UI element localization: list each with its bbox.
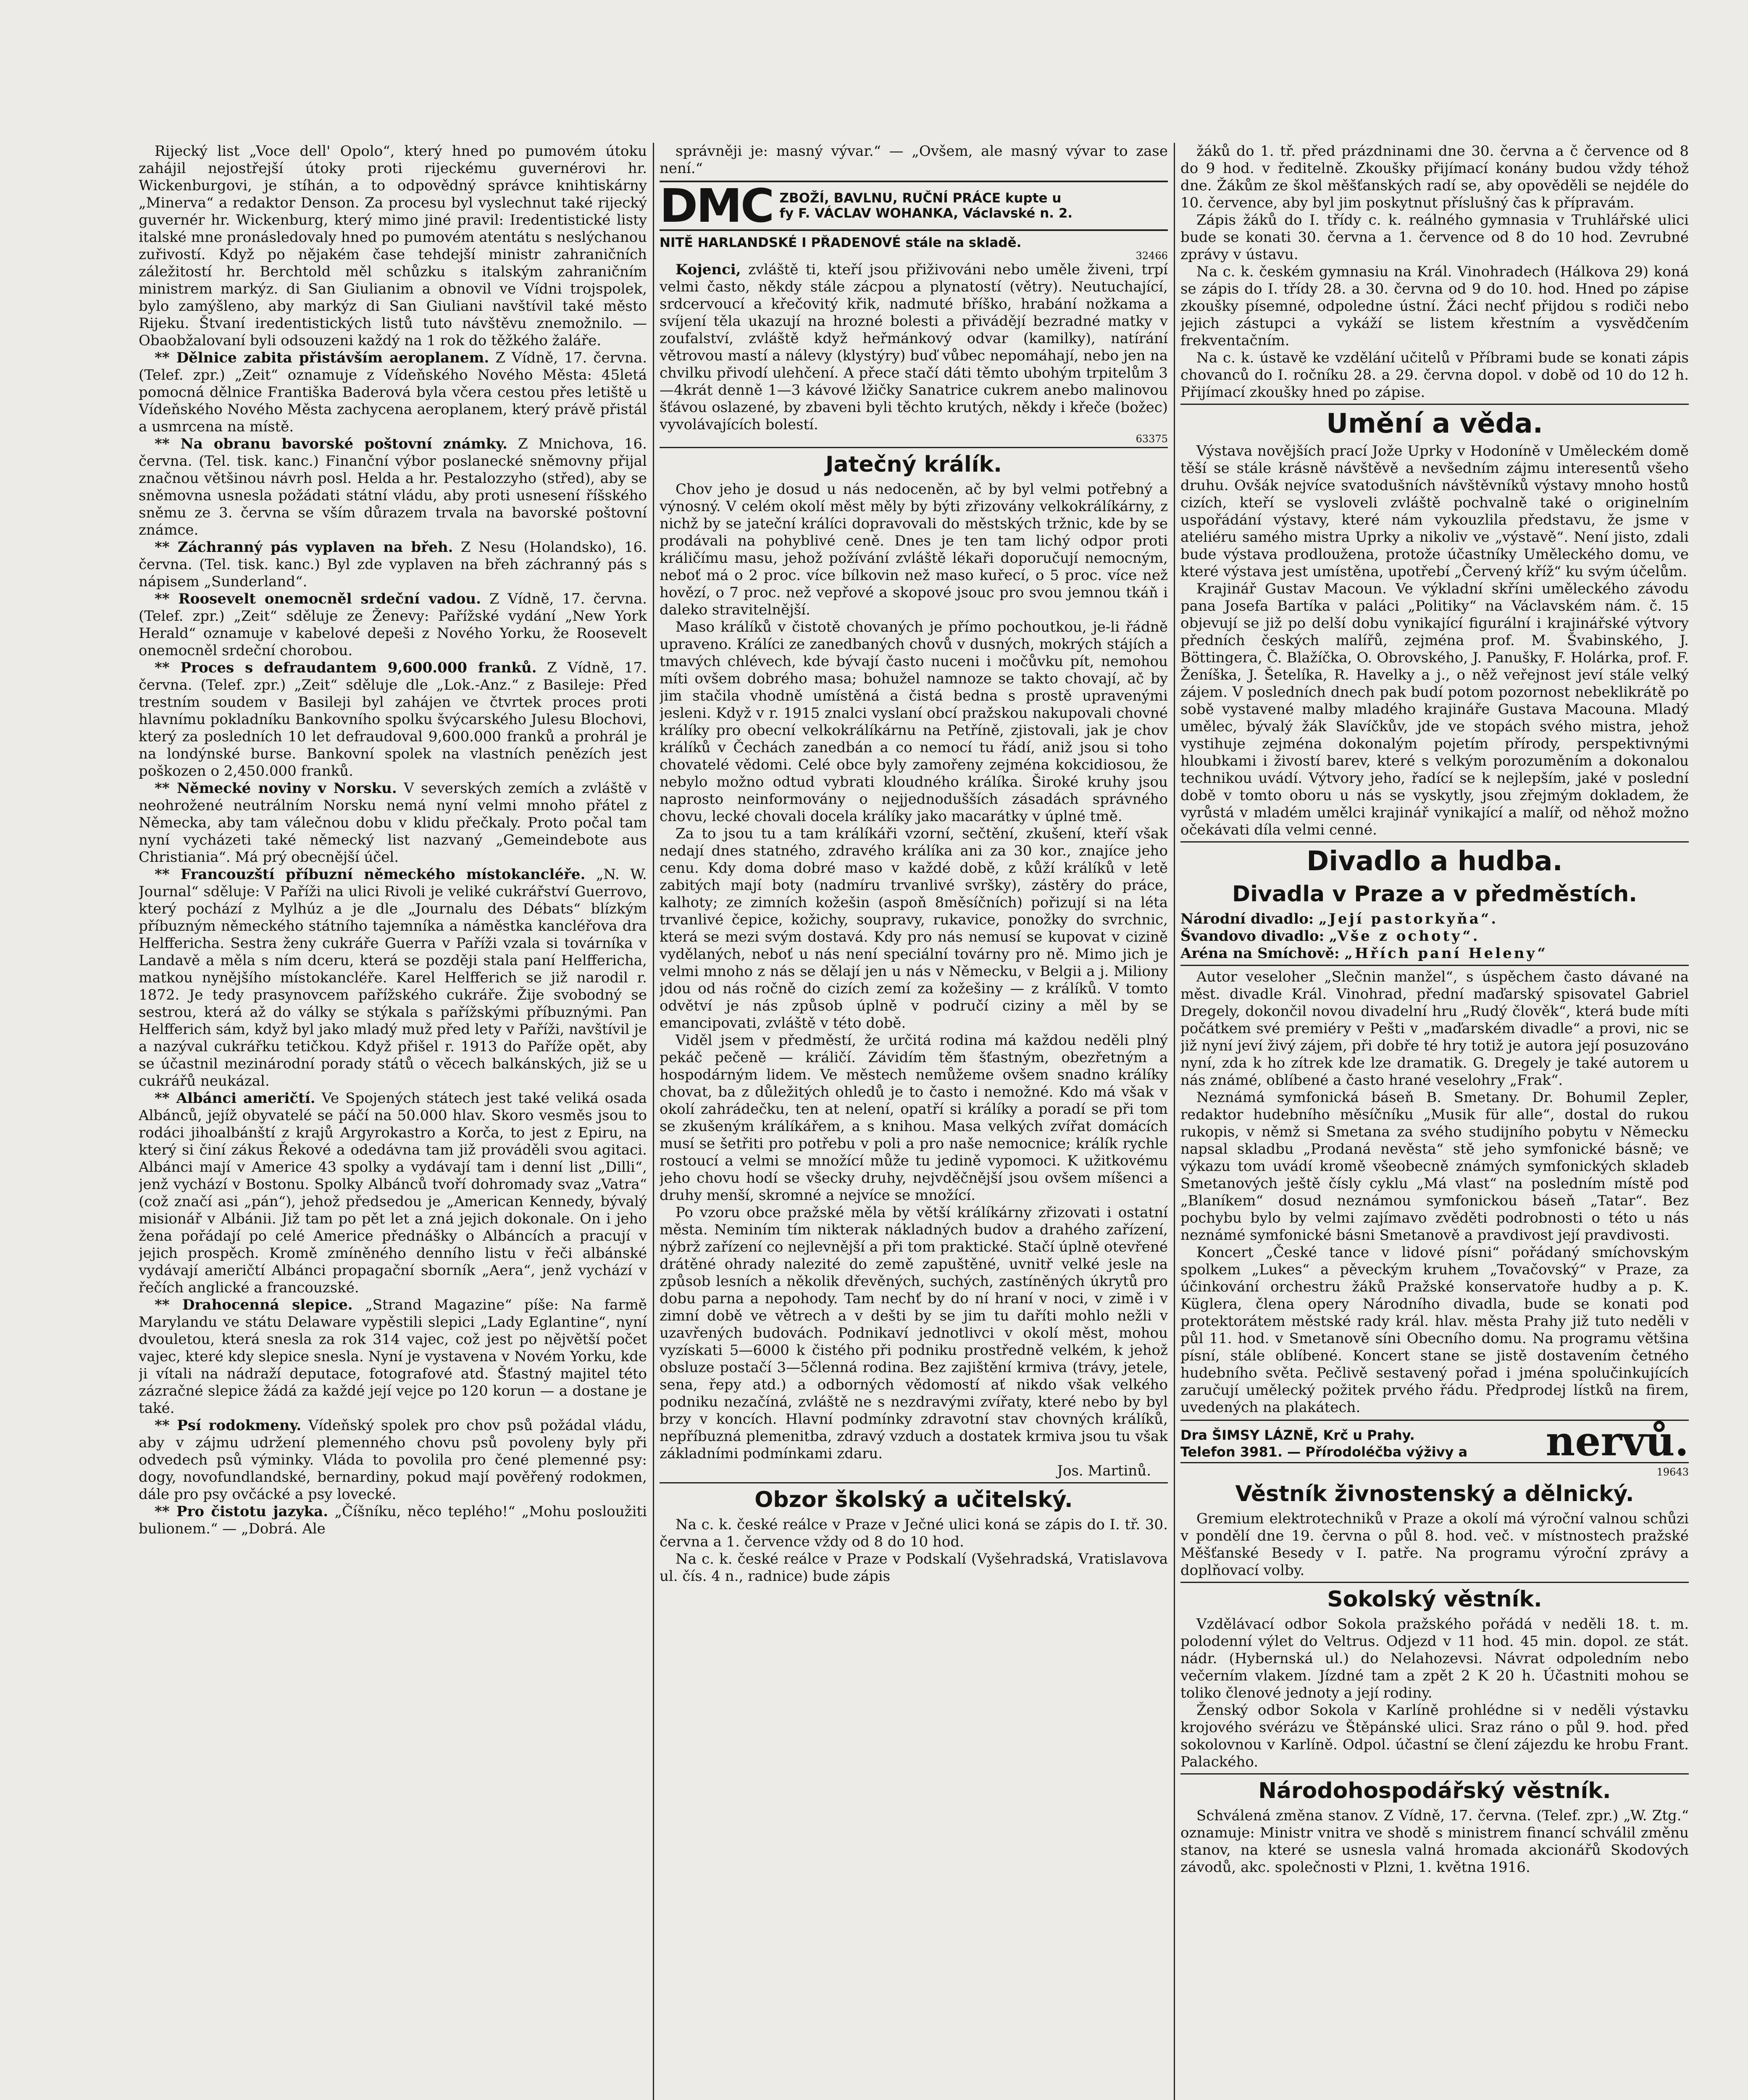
separator: [1180, 1773, 1689, 1774]
article-title: ** Dělnice zabita přistávším aeroplanem.: [155, 349, 489, 366]
section-heading: Národohospodářský věstník.: [1258, 1778, 1611, 1803]
article-title: ** Proces s defraudantem 9,600.000 franků.: [155, 659, 537, 676]
article-paragraph: Krajinář Gustav Macoun. Ve výkladní skříni uměleckého závodu pana Josefa Bartíka v paláci „Politiky“ na Václavském nám. č. 15 objevují se již po delší dobu vynikající figurální i krajinářské výtvory předních českých malířů, zejména prof. M. Švabinského, J. Böttingera, Č. Blažíčka, O. Obrovského, J. Panušky, F. Holárka, prof. F. Ženíška, J. Šetelíka, R. Havelky a j., o něž veřejnost jeví stále velký zájem. V posledních dnech pak budí potom pozornost nebeklikrátě po sobě vystavené malby mladého krajináře Gustava Macouna. Mladý umělec, bývalý žák Slavíčkův, jde ve stopách svého mistra, jehož vystihuje zejména dokonalým pojetím přírody, perspektivnými hloubkami i živostí barev, které s velkým porozuměním a dokonalou technikou uvádí. Výtvory jeho, řadící se k nejlepším, jaké v poslední době v tomto oboru u nás se vyskytly, jsou zřejmým dokladem, že vyrůstá v mladém umělci krajinář vynikající a malíř, od něhož možno očekávati díla velmi cenné.: [1180, 580, 1689, 838]
article-title: ** Německé noviny v Norsku.: [155, 780, 397, 797]
section-heading: Obzor školský a učitelský.: [754, 1487, 1073, 1512]
ad-number: 63375: [1136, 433, 1168, 445]
section-heading: Sokolský věstník.: [1327, 1587, 1542, 1612]
notice-paragraph: Na c. k. české reálce v Praze v Ječné ulici koná se zápis do I. tř. 30. června a 1. července vždy od 8 do 10 hod.: [660, 1516, 1168, 1550]
separator: [1180, 841, 1689, 843]
article-paragraph: Autor veseloher „Slečnin manžel“, s úspěchem často dávané na měst. divadle Král. Vinohrad, přední maďarský spisovatel Gabriel Dregely, dokončil novou divadelní hru „Rudý člověk“, která bude míti počátkem své premiéry v Pešti v „maďarském divadle“ a provi, nic se již nyní jeví živý zájem, při dobře té hry totiž je autora její posuzováno nyní, zda k ho zítrek kde lze dramatik. G. Dregely je také autorem u nás známé, oblíbené a často hrané veselohry „Frak“.: [1180, 969, 1689, 1089]
notice-paragraph: Na c. k. českém gymnasiu na Král. Vinohradech (Hálkova 29) koná se zápis do I. třídy 28. a 30. června od 9 do 10. hod. Hned po zápise zkoušky písemné, odpoledne ústní. Žáci nechť přijdou s rodiči nebo jejich zástupci a vykáží se listem křestním a vysvědčením frekventačním.: [1180, 263, 1689, 349]
notice-paragraph: Schválená změna stanov. Z Vídně, 17. června. (Telef. zpr.) „W. Ztg.“ oznamuje: Ministr vnitra ve shodě s ministrem financí schválil změnu stanov, na které se usnesla valná hromada akcionářů Skodových závodů, akc. společnosti v Plzni, 1. května 1916.: [1180, 1807, 1689, 1876]
theatre-listing: Švandovo divadlo: „Vše z ochoty“.: [1180, 928, 1480, 945]
article-title: ** Roosevelt onemocněl srdeční vadou.: [155, 591, 481, 607]
column-left: [139, 143, 647, 2100]
article-title: ** Na obranu bavorské poštovní známky.: [155, 436, 507, 452]
article-paragraph: Koncert „České tance v lidové písni“ pořádaný smíchovským spolkem „Lukes“ a pěveckým kruhem „Tovačovský“ v Praze, za účinkování orchestru žáků Pražské konservatoře hudby a p. K. Küglera, člena opery Národního divadla, bude se konati pod protektorátem městské rady král. hlav. města Prahy již tuto neděli v půl 11. hod. v Smetanově síni Obecního domu. Na programu většina písní, stále oblíbené. Koncert stane se jistě dostavením četného hudebního světa. Pečlivě sestavený pořad i jména spolučinkujících zaručují umělecký požitek prvého řádu. Předprodej lístků na firem, uvedených na plakátech.: [1180, 1244, 1689, 1416]
theatre-listing: Národní divadlo: „Její pastorkyňa“.: [1180, 911, 1498, 927]
dmc-logo: DMC: [660, 179, 773, 233]
article-title: ** Francouzští příbuzní německého místokancléře.: [155, 866, 586, 883]
article-title: ** Psí rodokmeny.: [155, 1417, 302, 1434]
article-rijeka: Rijecký list „Voce dell' Opolo“, který hned po pumovém útoku zahájil nejostřejší útoky proti rijeckému guvernérovi hr. Wickenburgovi, je stíhán, a to odpovědný správce knihtiskárny „Minerva“ a redaktor Denson. Za procesu byl vyslechnut také rijecký guvernér hr. Wickenburg, který mimo jiné pravil: Iredentistické listy italské mne pronásledovaly hned po pumovém atentátu s neslýchanou zuřivostí. Když po nějakém čase tehdejší ministr zahraničních záležitostí hr. Berchtold měl schůzku s italským zahraničním ministrem markýz. di San Giulianim a obnovil ve Vídni trojspolek, bylo zamýšleno, aby markýz di San Giuliani navštívil také město Rijeku. Štvaní iredentistických listů tuto návštěvu znemožnilo. — Obaobžalovaní byli odsouzeni každý na 1 rok do těžkého žaláře.: [139, 143, 647, 349]
article-worker-killed: ** Dělnice zabita přistávším aeroplanem. Z Vídně, 17. června. (Telef. zpr.) „Zeit“ oznamuje z Vídeňského Nového Města: 45letá pomocná dělnice Františka Baderová byla včera cestou přes letiště u Vídeňského Nového Města zachycena aeroplanem, který právě přistál a usmrcena na místě.: [139, 349, 647, 435]
article-bavarian-stamp: ** Na obranu bavorské poštovní známky. Z Mnichova, 16. června. (Tel. tisk. kanc.) Finanční výbor poslanecké sněmovny přijal značnou většinou návrh posl. Helda a hr. Pestalozzyho (střed), aby se sněmovna usnesla požádati státní vládu, aby proti usnesení říšského sněmu ze 3. června se vším důrazem trvala na bavorské poštovní známce.: [139, 436, 647, 538]
ad-number: 32466: [1136, 250, 1168, 262]
article-defraudant: ** Proces s defraudantem 9,600.000 franků. Z Vídně, 17. června. (Telef. zpr.) „Zeit“ sděluje dle „Lok.-Anz.“ z Basileje: Před trestním soudem v Basileji byl zahájen ve čtvrtek proces proti hlavnímu pokladníku Bankovního spolku švýcarského Julesu Blochovi, který za posledních 10 let defraudoval 9,600.000 franků a prohrál je na londýnské burse. Bankovní spolek na vlastních penězích jest poškozen o 2,450.000 franků.: [139, 659, 647, 780]
column-middle: [660, 143, 1168, 2100]
section-heading: Divadlo a hudba.: [1306, 846, 1563, 877]
notice-paragraph: žáků do 1. tř. před prázdninami dne 30. června a č července od 8 do 9 hod. v ředitelně. Zkoušky přijímací konány budou vždy téhož dne. Žákům ze škol měšťanských radí se, aby opověděli se nejdéle do 10. července, aby byl jim poskytnut příslušný čas k přípravám.: [1180, 143, 1689, 211]
ad-number: 19643: [1656, 1466, 1689, 1478]
section-heading: Věstník živnostenský a dělnický.: [1235, 1481, 1634, 1507]
advertisement-dmc: DMC ZBOŽÍ, BAVLNU, RUČNÍ PRÁCE kupte u fy F. VÁCLAV WOHANKA, Václavské n. 2.: [660, 181, 1168, 231]
separator: [1180, 404, 1689, 405]
article-paragraph: Za to jsou tu a tam králíkáři vzorní, sečtění, zkušení, kteří však nedají dnes statného, zdravého králíka ani za 30 kor., znajíce jeho cenu. Kdy doma dobré maso v každé době, z kůží králíků v letě zabitých mají boty (nadmíru trvanlivé svršky), zástěry do práce, kalhoty; ze zimních kožešin (aspoň 8měsíčních) pořizují si na léta trvanlivé čepice, kožichy, soupravy, rukavice, ponožky do svrchnic, která se mezi svým dostavá. Kdy pro nás nemusí se kupovat v cizině vydělaných, neboť u nás není speciální továrny pro ně. Mimo jich je velmi mnoho z nás se dělají jen u nás v Německu, v Belgii a j. Miliony jdou od nás ročně do cizích zemí za kožešiny — z králíků. V tomto odvětví je nás způsob úplně v područí ciziny a měl by se emancipovati, zvláště v této době.: [660, 825, 1168, 1032]
separator: [660, 447, 1168, 448]
notice-paragraph: Gremium elektrotechniků v Praze a okolí má výroční valnou schůzi v pondělí dne 19. června o půl 8. hod. več. v místnostech pražské Měšťanské Besedy v I. patře. Na programu výroční zprávy a doplňovací volby.: [1180, 1510, 1689, 1579]
newspaper-page: [139, 143, 1693, 2100]
notice-paragraph: Na c. k. české reálce v Praze v Podskalí (Vyšehradská, Vratislavova ul. čís. 4 n., radnice) bude zápis: [660, 1551, 1168, 1585]
notice-paragraph: Na c. k. ústavě ke vzdělání učitelů v Příbrami bude se konati zápis chovanců do I. ročníku 28. a 29. června dopol. v době od 10 do 12 h. Přijímací zkoušky hned po zápise.: [1180, 349, 1689, 401]
notice-paragraph: Ženský odbor Sokola v Karlíně prohlédne si v neděli výstavku krojového svérázu ve Štěpánské ulici. Sraz ráno o půl 9. hod. před sokolovnou v Karlíně. Odpol. účastní se člení zájezdu ke hrobu Frant. Palackého.: [1180, 1702, 1689, 1770]
ad-line: NITĚ HARLANDSKÉ I PŘADENOVÉ stále na skladě.: [660, 235, 1022, 250]
article-helfferich: ** Francouzští příbuzní německého místokancléře. „N. W. Journal“ sděluje: V Paříži na ulici Rivoli je veliké cukrářství Guerrovo, který pochází z Mylhúz a je dle „Journalu des Débats“ blízkým příbuzným německého státního tajemníka a náměstka kancléřova dra Helffericha. Sestra ženy cukráře Guerra v Paříži vzala si továrníka v Landavě a měla s ním dceru, která se později stala paní Helffericha, matkou nynějšího místokancléře. Karel Helfferich se již narodil r. 1872. Je tedy prasynovcem pařížského cukráře. Žije svobodný se sestrou, která až do války se stýkala s pařížskými příbuznými. Pan Helfferich sám, když byl jako mladý muž před lety v Paříži, navštívil je a nazýval cukrářku tetičkou. Když přišel r. 1913 do Paříže opět, aby se účastnil mezinárodní porady států o věcech balkánských, již se u cukrářů neukázal.: [139, 866, 647, 1089]
article-title: ** Albánci američtí.: [155, 1090, 315, 1107]
article-paragraph: Po vzoru obce pražské měla by větší králíkárny zřizovati i ostatní města. Neminím tím nikterak nákladných budov a drahého zařízení, nýbrž zařízení co nejlevnější a při tom praktické. Stačí úplně otevřené drátěné ohrady nalezité do země zapuštěné, uvnitř velké jesle na způsob lesních a několik dřevěných, suchých, zastíněných úkrytů pro dobu parna a nepohody. Tam nechť by do ní hraní v noci, v zimě i v zimní době ve větrech a v dešti by se jim tu daříti mohlo nežli v uzavřených budovách. Podnikaví jednotlivci v okolí měst, mohou vyzískati 5—6000 k čistého při podniku prostředně velkém, k jehož obsluze postačí 3—5členná rodina. Bez zajištění krmiva (trávy, jetele, sena, řepy atd.) a odborných vědomostí ať nikdo však velkého podniku nezačíná, zvláště ne s nezdravými zvířaty, které nebo by byl brzy v koncích. Hlavní podmínky zdravotní stav chovných králíků, nepříbuzná plemenitba, zdravý vzduch a dostatek krmiva jsou tu však základními podmínkami zdaru.: [660, 1204, 1168, 1462]
article-hen: ** Drahocenná slepice. „Strand Magazine“ píše: Na farmě Marylandu ve státu Delaware vypěstili slepici „Lady Eglantine“, nyní dvouletou, která snesla za rok 314 vajec, což jest po nějvětší počet vajec, které kdy slepice snesla. Nyní je vystavena v Novém Yorku, kde ji vítali na nádraží deputace, fotografové atd. Šťastný majitel této zázračné slepice žádá za každé její vejce po 120 korun — a dostane je také.: [139, 1297, 647, 1417]
theatre-listing: Aréna na Smíchově: „Hřích paní Heleny“: [1180, 945, 1548, 962]
notice-paragraph: Vzdělávací odbor Sokola pražského pořádá v neděli 18. t. m. polodenní výlet do Veltrus. Odjezd v 11 hod. 45 min. dopol. ze stát. nádr. (Hybernská ul.) do Nelahozevsi. Návrat odpoledním nebo večerním vlakem. Jízdné tam a zpět 2 K 20 h. Účastniti mohou se toliko členové jednoty a její rodiny.: [1180, 1616, 1689, 1701]
column-right: [1180, 143, 1689, 2100]
column-rule: [1174, 143, 1175, 2100]
article-language: ** Pro čistotu jazyka. „Číšníku, něco teplého!“ „Mohu posloužiti bulionem.“ — „Dobrá. Ale: [139, 1503, 647, 1537]
article-title: ** Drahocenná slepice.: [155, 1297, 353, 1313]
article-paragraph: Maso králíků v čistotě chovaných je přímo pochoutkou, je-li řádně upraveno. Králíci ze zanedbaných chovů v dusných, mokrých stájích a tmavých chlévech, kde bývají často nuceni i močůvku pít, nemohou míti ovšem dobrého masa; bohužel namnoze se takto chovají, ač by jim stačila vhodně umístěná a čistá bedna s prostě upravenými jesleni. Když v r. 1915 znalci vyslaní obcí pražskou nakupovali chovné králíky pro obecní velkokrálíkárnu na Petříně, zjistovali, jak je chov králíků v Čechách zanedbán a co nemocí tu řádí, aniž jsou si toho chovatelé vědomi. Celé obce byly zamořeny zejména kokcidiosou, že nebylo možno odtud vybrati kloudného králíka. Široké kruhy jsou naprosto neinformovány o nejjednodušších zásadách správného chovu, lecké chovali docela králíky jako macarátky v úplné tmě.: [660, 619, 1168, 825]
article-title: ** Záchranný pás vyplaven na břeh.: [155, 539, 453, 556]
article-roosevelt: ** Roosevelt onemocněl srdeční vadou. Z Vídně, 17. června. (Telef. zpr.) „Zeit“ sděluje ze Ženevy: Pařížské vydání „New York Herald“ oznamuje v kabelové depeši z Nového Yorku, že Roosevelt onemocněl srdeční chorobou.: [139, 591, 647, 659]
article-german-papers-norway: ** Německé noviny v Norsku. V severských zemích a zvláště v neohrožené neutrálním Norsku nemá nyní velmi mnoho přátel z Německa, aby tam válečnou dobu v klidu přečkaly. Proto počal tam nyní vycházeti také německý list nazvaný „Gemeindebote aus Christiania“. Má prý obecnější účel.: [139, 780, 647, 866]
article-title: ** Pro čistotu jazyka.: [155, 1503, 329, 1520]
article-lifebelt: ** Záchranný pás vyplaven na břeh. Z Nesu (Holandsko), 16. června. (Tel. tisk. kanc.) Byl zde vyplaven na břeh záchranný pás s nápisem „Sunderland“.: [139, 539, 647, 590]
separator: [1180, 965, 1689, 966]
article-paragraph: Chov jeho je dosud u nás nedoceněn, ač by byl velmi potřebný a výnosný. V celém okolí měst měly by býti zřizovány velkokrálíkárny, z nichž by se jateční králíci dopravovali do městských tržnic, kde by se prodávali na pohyblivé ceně. Dnes je ten tam lichý odpor proti králičímu masu, jehož požívání zvláště lékaři doporučují nemocným, neboť má o 2 proc. více bílkovin než maso kuřecí, o 5 proc. více než hovězí, o 7 proc. než vepřové a skopové jsouc pro svou jemnou tkáň i daleko stravitelnější.: [660, 481, 1168, 618]
advertisement-spa: Dra ŠIMSY LÁZNĚ, Krč u Prahy. Telefon 3981. — Přírodoléčba výživy a nervů.: [1180, 1418, 1689, 1465]
article-albanians: ** Albánci američtí. Ve Spojených státech jest také veliká osada Albánců, jejíž obyvatelé se páčí na 50.000 hlav. Skoro vesměs jsou to rodáci jihoalbánští z krajů Argyrokastro a Korča, to jest z Epiru, na který si činí zákus Řekové a odedávna tam již prováděli svou agitaci. Albánci mají v Americe 43 spolky a vydávají tam i denní list „Dilli“, jenž vychází v Bostonu. Spolky Albánců tvoří dohromady svaz „Vatra“ (což značí asi „pán“), jehož předsedou je „American Kennedy, bývalý misionář v Albánii. Již tam po pět let a zná jejich dokonale. On i jeho žena pořádají po celé Americe přednášky o Albáncích a pracují v jejich prospěch. Kromě zmíněného denního listu v řeči albánské vydávají američtí Albánci propagační sborník „Aera“, jenž vychází v řečích anglické a francouzské.: [139, 1090, 647, 1296]
column-rule: [653, 143, 654, 2100]
separator: [1180, 1582, 1689, 1583]
article-language-cont: správněji je: masný vývar.“ — „Ovšem, ale masný vývar to zase není.“: [660, 143, 1168, 177]
article-paragraph: Výstava novějších prací Jože Uprky v Hodoníně v Uměleckém domě těší se stále krásně návštěvě a nevšedním zájmu interesentů všeho druhu. Ovšák nejvíce svatodušních návštěvníků výstavy mnoho hostů cizích, kteří se vysloveli zvláště pochvalně také o originelním uspořádání výstavy, které nám vykouzlila představu, že jsme v ateliéru samého mistra Uprky a nikoliv ve „výstavě“. Není jisto, zdali bude výstava prodloužena, protože účastníky Uměleckého domu, ve které výstava jest umístěna, upotřebí „Červený kříž“ ku svým účelům.: [1180, 443, 1689, 580]
notice-paragraph: Zápis žáků do I. třídy c. k. reálného gymnasia v Truhlářské ulici bude se konati 30. června a 1. července od 8 do 10 hod. Zevrubné zprávy v ústavu.: [1180, 212, 1689, 263]
section-subheading: Divadla v Praze a v předměstích.: [1232, 882, 1637, 907]
article-dog-pedigrees: ** Psí rodokmeny. Vídeňský spolek pro chov psů požádal vládu, aby v zájmu udržení plemenného chovu psů povoleny byly při odvedech psů výminky. Vláda to povolila pro čené plemenné psy: dogy, novofundlandské, bernardiny, pokud mají pověřený rodokmen, dále pro psy ovčácké a psy lovecké.: [139, 1417, 647, 1503]
article-paragraph: Neznámá symfonická báseň B. Smetany. Dr. Bohumil Zepler, redaktor hudebního měsíčníku „Musik für alle“, dostal do rukou rukopis, v němž si Smetana za svého studijního pobytu v Německu napsal skladbu „Prodaná nevěsta“ stě jeho symfonické básně; ve výkazu tom uvádí kromě všeobecně známých symfonických skladeb Smetanových ještě čísly cyklu „Má vlast“ na posledním místě pod „Blaníkem“ dosud neznámou symfonickou báseň „Tatar“. Bez pochybu bylo by velmi zajímavo zvěděti podrobnosti o této u nás neznámé symfonické básni Smetanově a pravdivost její pravdivosti.: [1180, 1089, 1689, 1244]
advertisement-infants: Kojenci, zvláště ti, kteří jsou přiživováni nebo uměle živeni, trpí velmi často, někdy stále zácpou a plynatostí (větry). Neutuchající, srdcervoucí a křečovitý křik, nadmuté bříško, hrabání nožkama a svíjení těla ukazují na hrozné bolesti a přivádějí bezradné matky v zoufalství, zvláště když heřmánkový odvar (kamilky), natírání větrovou mastí a nálevy (klystýry) buď vůbec nepomáhají, nebo jen na chvilku přivodí ulehčení. A přece stačí dáti těmto ubohým trpitelům 3—4krát denně 1—3 kávové lžičky Sanatrice cukrem anebo malinovou šťávou oslazené, by zbaveni byli těchto krutých, někdy i křeče (božec) vyvolávajících bolestí.: [660, 261, 1168, 433]
article-signature: Jos. Martinů.: [1057, 1462, 1151, 1479]
ad-headline: nervů.: [1546, 1418, 1689, 1465]
article-paragraph: Viděl jsem v předměstí, že určitá rodina má každou neděli plný pekáč pečeně — králičí. Závidím těm šťastným, obezřetným a hospodárným lidem. Ve městech nemůžeme ovšem snadno králíky chovat, ba z důležitých ohledů je to často i nemožné. Kdo má však v okolí zahrádečku, ten at nelení, opatří si králíky a poradí se při tom se zkušeným králíkářem, a s knihou. Masa velkých zvířat domácích musí se šetřiti pro potřebu v poli a pro naše nemocnice; králík rychle rostoucí a velmi se množící může tu jedině vypomoci. K užitkovému jeho chovu hodí se všecky druhy, nejvděčnější jsou ovšem míšenci a druhy menší, skromné a nejvíce se množící.: [660, 1032, 1168, 1204]
section-heading: Jatečný králík.: [825, 452, 1002, 477]
section-heading: Umění a věda.: [1326, 408, 1543, 439]
separator: [660, 1482, 1168, 1483]
